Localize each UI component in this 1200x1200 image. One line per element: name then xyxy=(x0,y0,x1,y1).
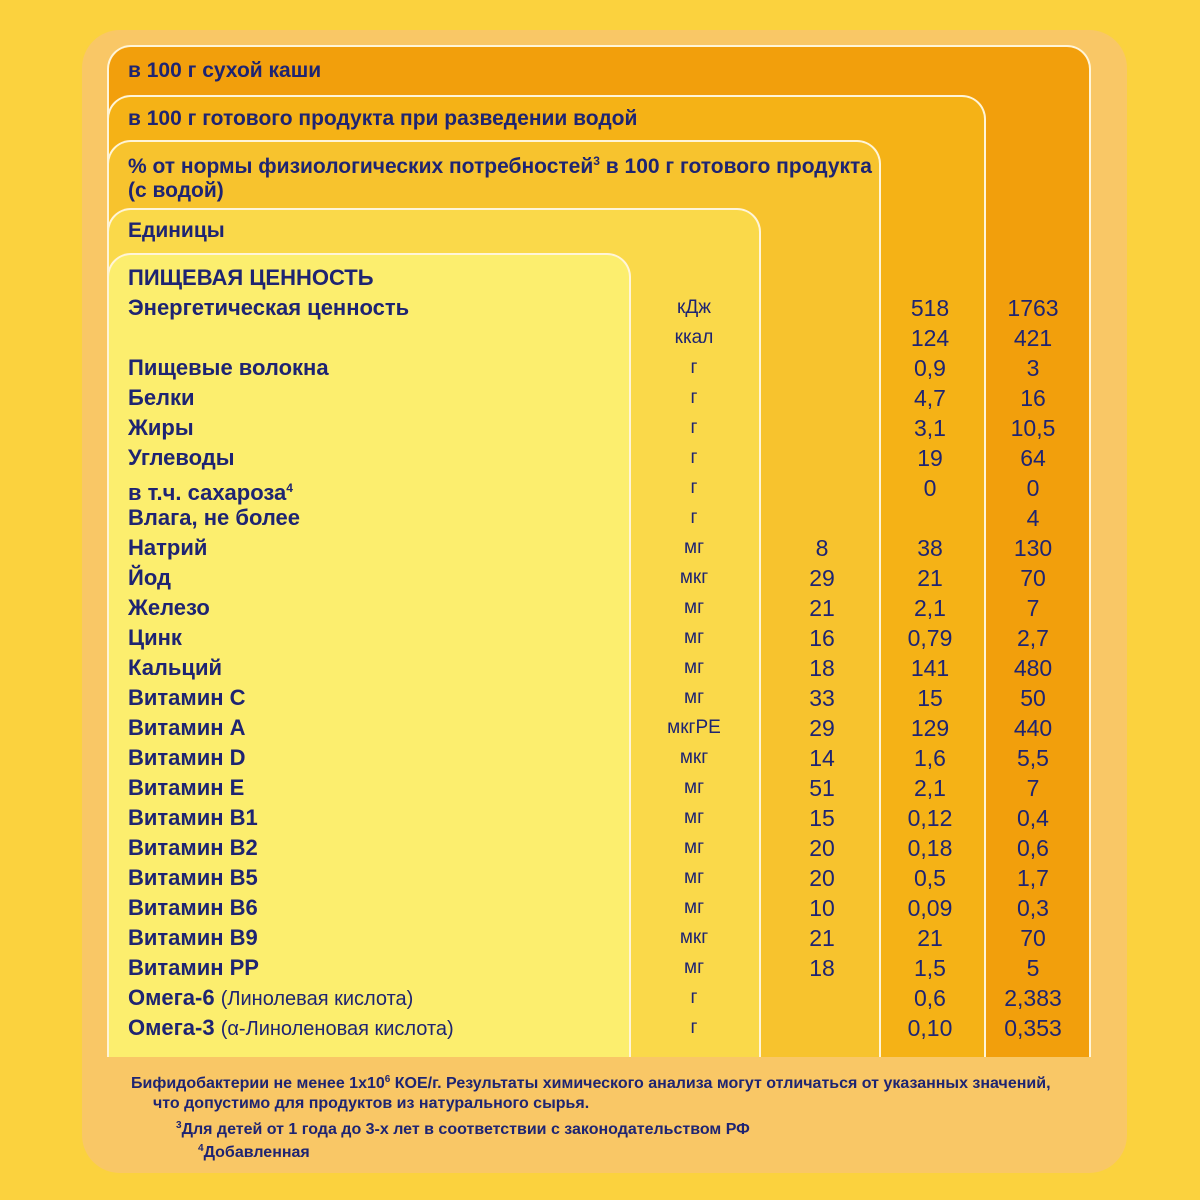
table-row xyxy=(0,923,1200,953)
row-label-text: Железо xyxy=(128,595,210,620)
row-label xyxy=(128,293,409,323)
row-percent-norm: 18 xyxy=(809,955,835,981)
row-dry-value: 1,7 xyxy=(1017,865,1049,891)
table-row xyxy=(0,323,1200,353)
row-unit: мг xyxy=(684,537,704,558)
row-dry-value: 7 xyxy=(1026,775,1040,801)
row-ready-value: 19 xyxy=(917,445,943,471)
row-unit: г xyxy=(690,987,698,1008)
row-label-text: Витамин B1 xyxy=(128,805,258,830)
row-label xyxy=(128,383,195,413)
table-row xyxy=(0,683,1200,713)
table-row xyxy=(0,653,1200,683)
row-percent-norm: 21 xyxy=(809,925,835,951)
header-dry: в 100 г сухой каши xyxy=(128,59,322,82)
header-percent-text-a: % от нормы физиологических потребностей xyxy=(128,155,594,178)
row-unit: мг xyxy=(684,627,704,648)
row-percent-norm: 18 xyxy=(809,655,835,681)
header-percent-norm xyxy=(128,146,872,182)
row-ready-value: 0 xyxy=(923,475,937,501)
row-label-note: (α-Линоленовая кислота) xyxy=(220,1018,454,1040)
row-dry-value: 0,6 xyxy=(1017,835,1049,861)
table-row xyxy=(0,833,1200,863)
table-row xyxy=(0,293,1200,323)
header-ready: в 100 г готового продукта при разведении водой xyxy=(128,107,638,130)
table-row xyxy=(0,503,1200,533)
row-label xyxy=(128,623,182,653)
row-percent-norm: 15 xyxy=(809,805,835,831)
row-unit: мг xyxy=(684,807,704,828)
row-dry-value: 2,383 xyxy=(1004,985,1062,1011)
section-title: ПИЩЕВАЯ ЦЕННОСТЬ xyxy=(128,265,374,290)
row-label-text: Белки xyxy=(128,385,195,410)
row-unit: мг xyxy=(684,777,704,798)
row-ready-value: 129 xyxy=(910,715,950,741)
row-percent-norm: 29 xyxy=(809,565,835,591)
table-row xyxy=(0,803,1200,833)
row-label-text: в т.ч. сахароза xyxy=(128,480,287,505)
row-dry-value: 4 xyxy=(1026,505,1040,531)
row-label-text: Омега-6 xyxy=(128,985,221,1010)
row-ready-value: 0,09 xyxy=(907,895,953,921)
row-unit: мг xyxy=(684,897,704,918)
row-percent-norm: 16 xyxy=(809,625,835,651)
table-row xyxy=(0,743,1200,773)
row-ready-value: 0,5 xyxy=(914,865,946,891)
row-label-text: Йод xyxy=(128,565,171,590)
footnote-3-text: Для детей от 1 года до 3-х лет в соответствии с законодательством РФ xyxy=(181,1121,750,1138)
row-ready-value: 1,6 xyxy=(914,745,946,771)
row-dry-value: 0,3 xyxy=(1017,895,1049,921)
row-percent-norm: 14 xyxy=(809,745,835,771)
footnote-bifido xyxy=(131,1069,1051,1095)
row-dry-value: 70 xyxy=(1020,565,1046,591)
table-row xyxy=(0,473,1200,503)
table-row xyxy=(0,383,1200,413)
header-percent-footnote-mark: 3 xyxy=(593,154,600,168)
row-label xyxy=(128,443,235,473)
row-dry-value: 5 xyxy=(1026,955,1040,981)
row-ready-value: 0,12 xyxy=(907,805,953,831)
row-unit: мг xyxy=(684,957,704,978)
row-ready-value: 15 xyxy=(917,685,943,711)
row-label xyxy=(128,953,259,983)
table-row xyxy=(0,863,1200,893)
row-dry-value: 0 xyxy=(1026,475,1040,501)
row-ready-value: 1,5 xyxy=(914,955,946,981)
row-dry-value: 440 xyxy=(1013,715,1053,741)
row-label xyxy=(128,593,210,623)
row-unit: г xyxy=(690,1017,698,1038)
row-dry-value: 1763 xyxy=(1007,295,1059,321)
row-dry-value: 480 xyxy=(1013,655,1053,681)
row-unit: мг xyxy=(684,657,704,678)
row-label xyxy=(128,983,413,1014)
row-unit: ккал xyxy=(674,327,714,348)
row-percent-norm: 8 xyxy=(815,535,829,561)
row-ready-value: 0,9 xyxy=(914,355,946,381)
row-unit: г xyxy=(690,387,698,408)
row-label xyxy=(128,773,244,803)
table-row xyxy=(0,563,1200,593)
row-label-text: Витамин B2 xyxy=(128,835,258,860)
row-label xyxy=(128,893,258,923)
row-label-text: Пищевые волокна xyxy=(128,355,329,380)
table-row xyxy=(0,593,1200,623)
row-label xyxy=(128,1013,454,1044)
table-row xyxy=(0,533,1200,563)
table-row xyxy=(0,953,1200,983)
row-dry-value: 16 xyxy=(1020,385,1046,411)
row-ready-value: 21 xyxy=(917,565,943,591)
row-label xyxy=(128,863,258,893)
row-label xyxy=(128,503,300,533)
table-row xyxy=(0,983,1200,1013)
footnote-3-mark: 3 xyxy=(176,1120,182,1131)
row-ready-value: 141 xyxy=(910,655,950,681)
row-unit: мкг xyxy=(679,567,709,588)
row-label-text: Омега-3 xyxy=(128,1015,221,1040)
row-label xyxy=(128,803,258,833)
row-percent-norm: 21 xyxy=(809,595,835,621)
row-label xyxy=(128,713,246,743)
row-ready-value: 518 xyxy=(910,295,950,321)
table-row xyxy=(0,443,1200,473)
row-label-text: Кальций xyxy=(128,655,223,680)
table-row xyxy=(0,623,1200,653)
footnote-bifido-sup: 6 xyxy=(384,1074,391,1085)
row-percent-norm: 20 xyxy=(809,865,835,891)
row-dry-value: 50 xyxy=(1020,685,1046,711)
row-unit: г xyxy=(690,357,698,378)
row-unit: мг xyxy=(684,867,704,888)
row-dry-value: 421 xyxy=(1013,325,1053,351)
row-dry-value: 130 xyxy=(1013,535,1053,561)
row-unit: г xyxy=(690,447,698,468)
table-row xyxy=(0,713,1200,743)
row-unit: кДж xyxy=(677,297,711,318)
row-dry-value: 7 xyxy=(1026,595,1040,621)
row-percent-norm: 51 xyxy=(809,775,835,801)
row-dry-value: 10,5 xyxy=(1010,415,1056,441)
row-ready-value: 4,7 xyxy=(914,385,946,411)
row-ready-value: 21 xyxy=(917,925,943,951)
row-dry-value: 64 xyxy=(1020,445,1046,471)
row-percent-norm: 33 xyxy=(809,685,835,711)
row-label xyxy=(128,413,194,443)
row-unit: мг xyxy=(684,597,704,618)
row-ready-value: 0,10 xyxy=(907,1015,953,1041)
row-label xyxy=(128,563,171,593)
header-percent-norm-line2: (с водой) xyxy=(128,179,224,202)
row-label-text: Влага, не более xyxy=(128,505,300,530)
row-label-text: Витамин B6 xyxy=(128,895,258,920)
row-ready-value: 0,79 xyxy=(907,625,953,651)
row-unit: мкг xyxy=(679,747,709,768)
row-label-text: Натрий xyxy=(128,535,208,560)
row-unit: мкгРЕ xyxy=(667,717,721,738)
row-footnote-mark: 4 xyxy=(286,481,293,495)
row-ready-value: 2,1 xyxy=(914,595,946,621)
row-label-text: Витамин E xyxy=(128,775,245,800)
table-row xyxy=(0,893,1200,923)
row-unit: г xyxy=(690,417,698,438)
row-label-text: Витамин C xyxy=(128,685,246,710)
row-ready-value: 0,6 xyxy=(914,985,946,1011)
table-row xyxy=(0,353,1200,383)
row-label xyxy=(128,533,207,563)
row-label xyxy=(128,353,329,383)
row-dry-value: 0,353 xyxy=(1004,1015,1062,1041)
footnote-bifido-line2: что допустимо для продуктов из натурального сырья. xyxy=(153,1095,590,1112)
row-label xyxy=(128,833,258,863)
footnote-4 xyxy=(198,1138,310,1164)
row-dry-value: 5,5 xyxy=(1017,745,1049,771)
row-label-note: (Линолевая кислота) xyxy=(220,988,414,1010)
row-percent-norm: 20 xyxy=(809,835,835,861)
row-label xyxy=(128,683,246,713)
row-percent-norm: 29 xyxy=(809,715,835,741)
row-label-text: Витамин A xyxy=(128,715,246,740)
row-unit: мг xyxy=(684,687,704,708)
row-ready-value: 3,1 xyxy=(914,415,946,441)
row-ready-value: 0,18 xyxy=(907,835,953,861)
row-dry-value: 0,4 xyxy=(1017,805,1049,831)
footnote-4-text: Добавленная xyxy=(203,1144,310,1161)
row-label-text: Витамин D xyxy=(128,745,246,770)
row-unit: мг xyxy=(684,837,704,858)
header-units: Единицы xyxy=(128,219,225,242)
row-label-text: Энергетическая ценность xyxy=(128,295,410,320)
row-label xyxy=(128,653,222,683)
row-ready-value: 124 xyxy=(910,325,950,351)
row-dry-value: 70 xyxy=(1020,925,1046,951)
table-row xyxy=(0,773,1200,803)
row-label-text: Углеводы xyxy=(128,445,235,470)
row-ready-value: 2,1 xyxy=(914,775,946,801)
row-label-text: Витамин B9 xyxy=(128,925,258,950)
table-row xyxy=(0,413,1200,443)
header-percent-text-b: в 100 г готового продукта xyxy=(599,155,872,178)
row-label-text: Витамин B5 xyxy=(128,865,258,890)
footnote-bifido-b: КОЕ/г. Результаты химического анализа могут отличаться от указанных значений, xyxy=(390,1075,1051,1092)
row-label xyxy=(128,743,246,773)
table-row xyxy=(0,1013,1200,1043)
row-dry-value: 2,7 xyxy=(1017,625,1049,651)
row-dry-value: 3 xyxy=(1026,355,1040,381)
row-percent-norm: 10 xyxy=(809,895,835,921)
row-ready-value: 38 xyxy=(917,535,943,561)
row-label-text: Жиры xyxy=(128,415,194,440)
row-unit: г xyxy=(690,477,698,498)
row-label-text: Цинк xyxy=(128,625,182,650)
footnote-4-mark: 4 xyxy=(198,1143,204,1154)
row-unit: мкг xyxy=(679,927,709,948)
row-label xyxy=(128,923,258,953)
footnote-bifido-a: Бифидобактерии не менее 1x10 xyxy=(131,1075,385,1092)
row-unit: г xyxy=(690,507,698,528)
row-label-text: Витамин PP xyxy=(128,955,259,980)
